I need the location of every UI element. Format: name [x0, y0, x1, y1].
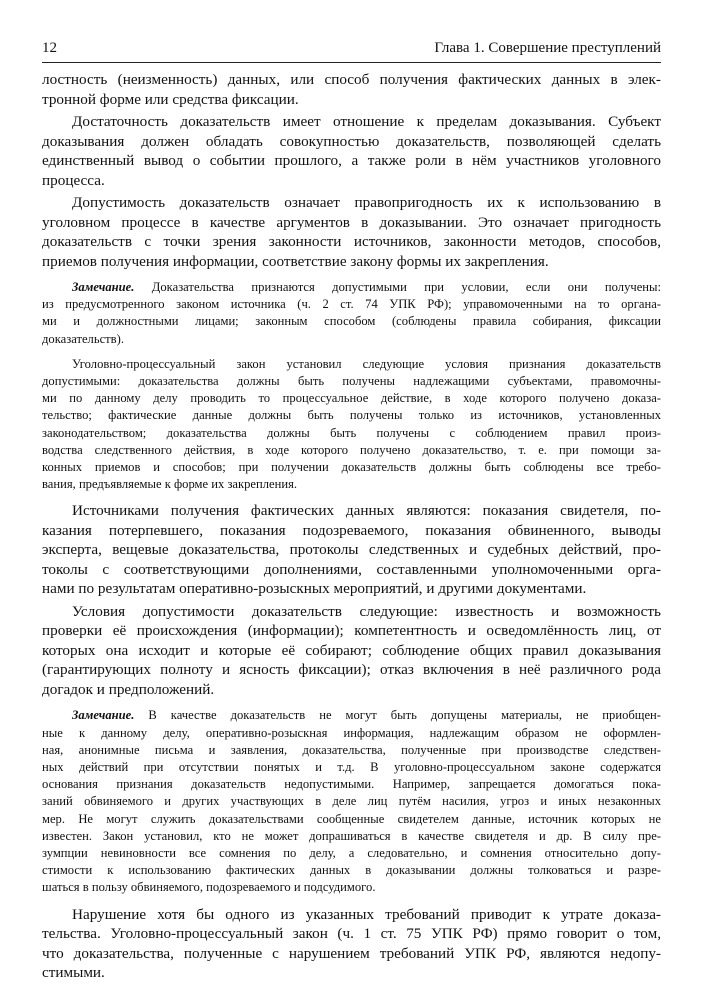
text-line: вания, предъявляемые к форме их закрепления.: [42, 477, 298, 492]
text-line: ных действий при отсутствии понятых и т.д. В уголовно-процессуальном законе содержатся: [42, 760, 661, 775]
text-line: шаться в пользу обвиняемого, подозреваемого и подсудимого.: [42, 880, 376, 895]
text-line: приемов получения информации, соответствие закону формы их закрепления.: [42, 252, 549, 270]
text-line: процесса.: [42, 171, 105, 189]
text-line: ные к данному делу, оперативно-розыскная информация, надлежащим образом не оформлен-: [42, 725, 661, 740]
text-line: Источниками получения фактических данных являются: показания свидетеля, по-: [72, 502, 661, 520]
text-line: которых она исходит и которые её собирают; соблюдение общих правил доказывания: [42, 641, 661, 659]
note-label: Замечание.: [72, 708, 135, 723]
text-line: допустимыми: доказательства должны быть получены надлежащими субъектами, правомочны-: [42, 374, 661, 389]
note-label: Замечание.: [72, 280, 135, 294]
text-line: мер. Не могут служить доказательствами сообщенные свидетелем данные, источник которых не: [42, 811, 661, 826]
text-line: эксперта, вещевые доказательства, протоколы следственных и судебных действий, про-: [42, 541, 661, 559]
paragraph-continuation: [42, 70, 661, 109]
text-line: из предусмотренного законом источника (ч. 2 ст. 74 УПК РФ); управомоченными на то органа-: [42, 297, 661, 312]
text-line: нами по результатам оперативно-розыскных мероприятий, и другими документами.: [42, 580, 587, 598]
text-line: ми и должностными лицами; законным способом (соблюдены правила собирания, фиксации: [42, 314, 661, 329]
text-line: заний обвиняемого и других участвующих в деле лиц путём насилия, угроз и иных незаконных: [42, 794, 661, 809]
page-body: [42, 70, 661, 986]
text-line: стимости к использованию фактических данных в доказывании должны толковаться и разре-: [42, 863, 661, 878]
paragraph-sources: [42, 501, 661, 599]
text-line: лостность (неизменность) данных, или способ получения фактических данных в элек-: [42, 71, 661, 88]
text-line: доказывания должен обладать совокупностью доказательств, позволяющей сделать: [42, 132, 661, 150]
note-procedural-law: [42, 356, 661, 494]
text-line: [42, 707, 661, 724]
paragraph-violation: [42, 905, 661, 983]
text-line: основания признания доказательств недопустимыми. Например, запрещается домогаться пока-: [42, 777, 661, 792]
text-line: Допустимость доказательств означает правопригодность их к использованию в: [72, 194, 661, 211]
text-line: ная, анонимные письма и заявления, доказательства, полученные при производстве следствен-: [42, 742, 661, 757]
text-line: Условия допустимости доказательств следующие: известность и возможность: [72, 602, 661, 620]
note-inadmissible-materials: [42, 707, 661, 896]
text-line: что доказательства, полученные с нарушением требований УПК РФ, являются недопу-: [42, 944, 661, 962]
note-text: В качестве доказательств не могут быть допущены материалы, не приобщен-: [134, 708, 661, 723]
text-line: тронной форме или средства фиксации.: [42, 90, 299, 108]
text-line: доказательств с точки зрения законности источников, законности методов, способов,: [42, 233, 661, 250]
page-number: 12: [42, 40, 57, 56]
text-line: конных приемов и способов; при получении доказательств должны быть соблюдены все требо-: [42, 460, 661, 475]
text-line: стимыми.: [42, 964, 105, 982]
text-line: законодательством; доказательства должны быть получены с соблюдением правил произ-: [42, 425, 661, 440]
text-line: [42, 279, 661, 296]
paragraph-sufficiency: [42, 112, 661, 190]
text-line: казания потерпевшего, показания подозреваемого, показания обвиненного, выводы: [42, 521, 661, 539]
running-header: [42, 40, 661, 63]
text-line: Уголовно-процессуальный закон установил следующие условия признания доказательств: [72, 356, 661, 371]
text-line: водства следственного действия, в ходе которого получено доказательство, т. е. при помощи за-: [42, 442, 661, 457]
text-line: Нарушение хотя бы одного из указанных требований приводит к утрате доказа-: [72, 905, 661, 923]
text-line: проверки её происхождения (информации); компетентность и осведомлённость лиц, от: [42, 622, 661, 640]
text-line: известен. Закон установил, кто не может допрашиваться в качестве свидетеля и др. В силу пре-: [42, 828, 661, 843]
chapter-title: Глава 1. Совершение преступлений: [434, 40, 661, 56]
text-line: уголовном процессе в качестве аргументов в доказывании. Это означает пригодность: [42, 213, 661, 231]
text-line: зумпции невиновности все сомнения по делу, а следовательно, и сомнения относительно допу-: [42, 846, 661, 861]
text-line: ми по данному делу проводить то процессуальное действие, в ходе которого получено доказа-: [42, 391, 661, 406]
text-line: единственный вывод о событии прошлого, а также роли в нём участников уголовного: [42, 152, 661, 169]
text-line: тельство; фактические данные должны быть получены только из источников, установленных: [42, 408, 661, 423]
paragraph-admissibility: [42, 193, 661, 271]
text-line: тельства. Уголовно-процессуальный закон (ч. 1 ст. 75 УПК РФ) прямо говорит о том,: [42, 925, 661, 943]
text-line: (гарантирующих полноту и ясность фиксации); отказ включения в неё различного рода: [42, 661, 661, 679]
note-text: Доказательства признаются допустимыми при условии, если они получены:: [134, 280, 661, 294]
text-line: догадок и предположений.: [42, 680, 215, 698]
text-line: Достаточность доказательств имеет отношение к пределам доказывания. Субъект: [72, 113, 661, 130]
text-line: токолы с соответствующими дополнениями, составленными уполномоченными орга-: [42, 560, 661, 578]
note-admissibility-conditions: [42, 279, 661, 348]
paragraph-conditions: [42, 602, 661, 700]
text-line: доказательств).: [42, 331, 124, 346]
